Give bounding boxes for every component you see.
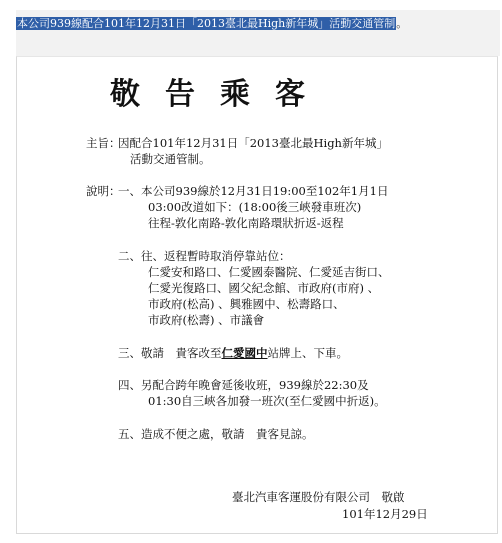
item-1-line-2: 03:00改道如下：(18:00後三峽發車班次)	[148, 200, 362, 214]
announcement-title[interactable]	[16, 17, 407, 31]
item-3-prefix: 三、敬請 貴客改至	[118, 346, 222, 360]
title-bar	[16, 10, 500, 56]
announcement-title-highlight: 本公司939線配合101年12月31日「2013臺北最High新年城」活動交通管制	[17, 17, 396, 30]
subject-line-1: 因配合101年12月31日「2013臺北最High新年城」	[118, 136, 388, 150]
item-1-line-3: 往程-敦化南路-敦化南路環狀折返-返程	[148, 216, 344, 230]
item-3-line-1	[118, 346, 348, 361]
item-2-line-3: 仁愛光復路口、國父紀念館、市政府(市府) 、	[148, 281, 380, 295]
subject-label: 主旨：	[86, 136, 121, 150]
signature-company: 臺北汽車客運股份有限公司 敬啟	[232, 490, 405, 504]
subject-line-2: 活動交通管制。	[130, 152, 211, 166]
item-3-suffix: 站牌上、下車。	[267, 346, 348, 360]
item-5-line-1: 五、造成不便之處，敬請 貴客見諒。	[118, 427, 314, 441]
item-2-line-4: 市政府(松高) 、興雅國中、松壽路口、	[148, 297, 345, 311]
signature-date: 101年12月29日	[342, 507, 428, 521]
item-4-line-1: 四、另配合跨年晚會延後收班，939線於22:30及	[118, 378, 369, 392]
item-2-line-1: 二、往、返程暫時取消停靠站位：	[118, 249, 291, 263]
item-3-stop-name: 仁愛國中	[221, 346, 268, 360]
announcement-title-tail: 。	[396, 17, 408, 30]
notice-heading: 敬告乘客	[110, 77, 330, 112]
item-4-line-2: 01:30自三峽各加發一班次(至仁愛國中折返)。	[148, 394, 386, 408]
item-2-line-5: 市政府(松壽) 、市議會	[148, 313, 265, 327]
explain-label: 說明：	[86, 184, 121, 198]
item-2-line-2: 仁愛安和路口、仁愛國泰醫院、仁愛延吉街口、	[148, 265, 390, 279]
item-1-line-1: 一、本公司939線於12月31日19:00至102年1月1日	[118, 184, 389, 198]
